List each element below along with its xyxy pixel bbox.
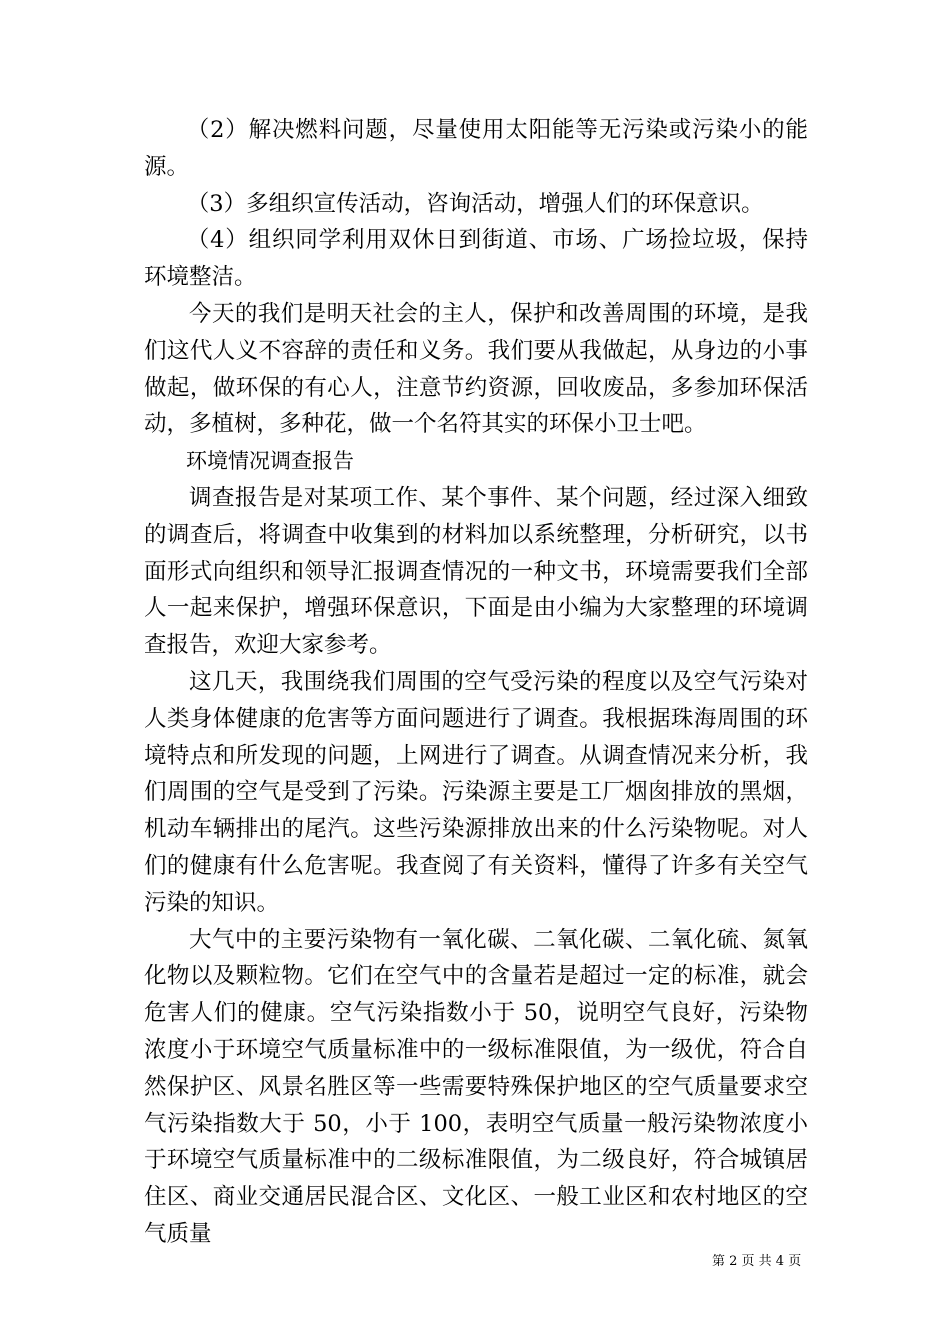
page-number-footer: 第 2 页 共 4 页	[712, 1254, 802, 1269]
paragraph-investigation: 这几天，我围绕我们周围的空气受污染的程度以及空气污染对人类身体健康的危害等方面问题进行了调查。我根据珠海周围的环境特点和所发现的问题，上网进行了调查。从调查情况来分析，我们周围的空气是受到了污染。污染源主要是工厂烟囱排放的黑烟，机动车辆排出的尾汽。这些污染源排放出来的什么污染物呢。对人们的健康有什么危害呢。我查阅了有关资料，懂得了许多有关空气污染的知识。	[144, 668, 808, 916]
list-item-fuel: （2）解决燃料问题，尽量使用太阳能等无污染或污染小的能源。	[144, 117, 808, 180]
list-item-cleanup: （4）组织同学利用双休日到街道、市场、广场捡垃圾，保持环境整洁。	[144, 227, 808, 291]
paragraph-conclusion: 今天的我们是明天社会的主人，保护和改善周围的环境，是我们这代人义不容辞的责任和义务。我们要从我做起，从身边的小事做起，做环保的有心人，注意节约资源，回收废品，多参加环保活动，多植树，多种花，做一个名符其实的环保小卫士吧。	[144, 300, 808, 438]
paragraph-intro: 调查报告是对某项工作、某个事件、某个问题，经过深入细致的调查后，将调查中收集到的材料加以系统整理，分析研究，以书面形式向组织和领导汇报调查情况的一种文书，环境需要我们全部人一起来保护，增强环保意识，下面是由小编为大家整理的环境调查报告，欢迎大家参考。	[144, 484, 808, 659]
section-heading: 环境情况调查报告	[186, 449, 354, 474]
paragraph-pollutants: 大气中的主要污染物有一氧化碳、二氧化碳、二氧化硫、氮氧化物以及颗粒物。它们在空气中的含量若是超过一定的标准，就会危害人们的健康。空气污染指数小于 50，说明空气良好，污染物浓度小于环境空气质量标准中的一级标准限值，为一级优，符合自然保护区、风景名胜区等一些需要特殊保护地区的空气质量要求空气污染指数大于 50，小于 100，表明空气质量一般污染物浓度小于环境空气质量标准中的二级标准限值，为二级良好，符合城镇居住区、商业交通居民混合区、文化区、一般工业区和农村地区的空气质量	[144, 926, 808, 1247]
list-item-publicity: （3）多组织宣传活动，咨询活动，增强人们的环保意识。	[186, 190, 764, 217]
document-body	[144, 112, 808, 1253]
